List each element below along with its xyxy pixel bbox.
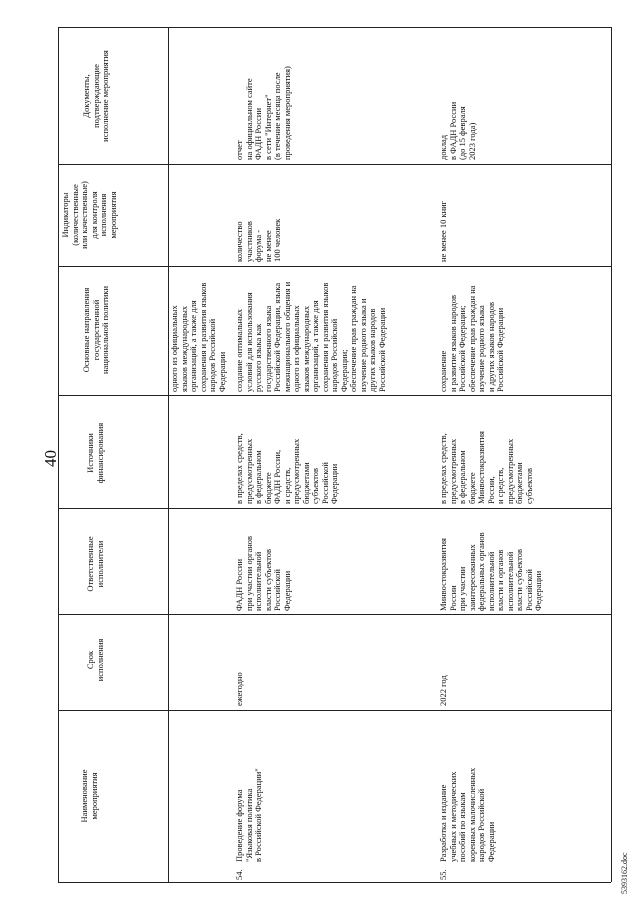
- cell-policy: сохранение и развитие языков народов Российской Федерации; обеспечение прав граждан на изучение родного языка и других языков народов Российской Федерации: [438, 285, 506, 392]
- header-policy: Основные направления государственной национальной политики: [81, 285, 111, 375]
- header-financing: Источники финансирования: [85, 422, 105, 484]
- cell-documents: отчет на официальном сайте ФАДН России в сети "Интернет" (в течение месяца после проведения мероприятия): [234, 66, 292, 160]
- cell-executors: ФАДН России при участии органов исполнительной власти субъектов Российской Федерации: [234, 535, 292, 611]
- cell-documents: доклад в ФАДН России (до 15 февраля 2023 года): [438, 101, 477, 160]
- header-deadline: Срок исполнения: [85, 638, 105, 682]
- cell-indicators: количество участников форума - не менее 100 человек: [234, 218, 283, 262]
- cell-financing: в пределах средств, предусмотренных в федеральном бюджете ФАДН России, и средств, предусмотренных бюджетами субъектов Российской Федерации: [234, 433, 340, 504]
- continuation-policy: одного из официальных языков международных организаций, а также для сохранения и развития языков народов Российской Федерации: [169, 282, 227, 392]
- header-documents: Документы, подтверждающие исполнение мероприятия: [81, 50, 111, 142]
- cell-executors: Минвостокразвития России при участии заинтересованных федеральных органов исполнительной власти и органов исполнительной власти субъектов Российской Федерации: [438, 532, 544, 611]
- cell-financing: в пределах средств, предусмотренных в федеральном бюджете Минвостокразвития России, и средств, предусмотренных бюджетами субъектов: [438, 431, 534, 504]
- cell-name: Проведение форума "Языковая политика в Российской Федерации": [234, 768, 264, 862]
- cell-indicators: не менее 10 книг: [438, 200, 448, 262]
- row-number: 54.: [234, 869, 244, 880]
- cell-deadline: ежегодно: [234, 672, 244, 706]
- cell-deadline: 2022 год: [438, 675, 448, 706]
- footer-doc-code: 5393162.doc: [620, 852, 629, 894]
- cell-name: Разработка и издание учебных и методических пособий по языкам коренных малочисленных народов Российской Федерации: [438, 767, 496, 862]
- header-name: Наименование мероприятия: [79, 769, 99, 823]
- header-executors: Ответственные исполнители: [85, 536, 105, 592]
- cell-policy: создание оптимальных условий для использования русского языка как государственного языка Российской Федерации, языка межнационального общения и одного из официальных языков международных организаций, а также для сохранения и развития языков народов Российской Федерации; обеспечение прав граждан на изучение родного языка и других языков народов Российской Федерации: [234, 281, 387, 392]
- row-number: 55.: [438, 869, 448, 880]
- header-indicators: Индикаторы (количественные или качественные) для контроля исполнения мероприятия: [60, 181, 118, 249]
- page-number: 40: [41, 450, 60, 467]
